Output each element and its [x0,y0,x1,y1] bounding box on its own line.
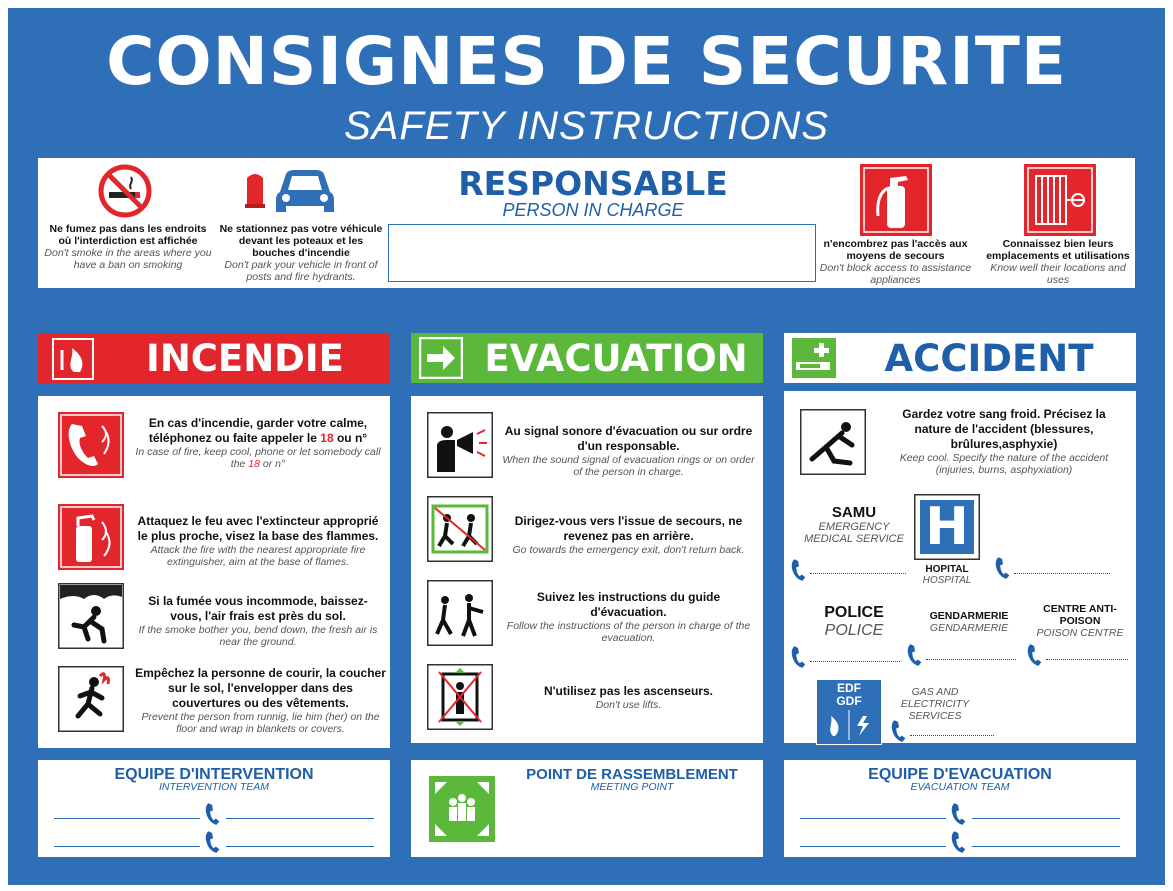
incendie-step-4-en: Prevent the person from runnig, lie him (her) on the floor and wrap in blankets or covers. [141,711,380,735]
edf-phone-icon [890,719,908,743]
samu-label: SAMU [831,504,877,521]
evacuation-team-title: EQUIPE D'EVACUATION [868,766,1052,783]
evacuation-step-4-fr: N'utilisez pas les ascenseurs. [544,684,713,698]
intervention-line-2a[interactable] [54,846,200,847]
car-icon [274,166,336,218]
gendarmerie-label: GENDARMERIE [929,610,1009,622]
assembly-point-icon [429,776,495,842]
police-number-field[interactable] [810,661,900,662]
fire-extinguisher-step-icon [58,504,124,570]
fire-icon [52,338,94,380]
meeting-point-title: POINT DE RASSEMBLEMENT [526,766,738,783]
top-strip [38,158,1135,288]
hose-en: Know well their locations and uses [990,262,1126,286]
no-smoking-fr: Ne fumez pas dans les endroits où l'interdiction est affichée [49,223,207,247]
hospital-fr: HOPITAL [925,564,969,575]
evac-team-line-2b[interactable] [972,846,1120,847]
incendie-panel [38,396,390,748]
extinguisher-en: Don't block access to assistance appliances [819,262,972,286]
incendie-step-4-fr: Empêchez la personne de courir, la coucher sur le sol, l'envelopper dans des couvertures ou des vêtements. [135,666,386,710]
extinguisher-fr: n'encombrez pas l'accès aux moyens de secours [823,238,968,262]
incendie-step-2-en: Attack the fire with the nearest appropriate fire extinguisher, aim at the base of flames. [150,544,366,568]
evac-team-phone-icon-2 [950,830,968,854]
incendie-step-1-en: In case of fire, keep cool, phone or let somebody call the 18 or n° [135,446,381,470]
exit-arrow-icon [419,337,463,379]
accident-intro-en: Keep cool. Specify the nature of the accident (injuries, burns, asphyxiation) [899,452,1109,476]
meeting-point-en: MEETING POINT [590,781,674,793]
evacuation-step-3-en: Follow the instructions of the person in charge of the evacuation. [506,620,751,644]
page-subtitle: SAFETY INSTRUCTIONS [344,104,829,148]
incendie-step-3-fr: Si la fumée vous incommode, baissez-vous, l'air frais est près du sol. [148,594,368,623]
no-smoking-icon [98,164,152,218]
edf-gdf-logo: EDF GDF [816,679,882,745]
evacuation-team-en: EVACUATION TEAM [910,781,1010,793]
samu-phone-icon [790,558,808,582]
evac-team-line-1a[interactable] [800,818,946,819]
hospital-letter: H [925,497,969,557]
fire-hose-reel-icon [1024,164,1096,236]
fallen-person-icon [800,409,866,475]
evacuation-title: EVACUATION [484,337,748,380]
antipoison-label: CENTRE ANTI-POISON [1043,603,1117,627]
samu-en: EMERGENCY MEDICAL SERVICE [804,521,904,545]
incendie-title: INCENDIE [146,337,344,380]
intervention-title: EQUIPE D'INTERVENTION [114,766,314,783]
alarm-megaphone-icon [427,412,493,478]
responsable-title: RESPONSABLE [458,164,728,203]
evacuation-team-box [784,760,1136,857]
meeting-point-box [411,760,763,857]
no-smoking-en: Don't smoke in the areas where you have a ban on smoking [44,247,212,271]
no-elevator-icon [427,664,493,730]
intervention-line-2b[interactable] [226,846,374,847]
responsable-subtitle: PERSON IN CHARGE [502,200,684,220]
accident-intro-fr: Gardez votre sang froid. Précisez la nature de l'accident (blessures, brûlures,asphyxie) [902,407,1106,451]
first-aid-stretcher-icon [792,338,836,378]
accident-header [784,333,1136,383]
hospital-phone-icon [994,556,1012,580]
fire-extinguisher-icon [860,164,932,236]
evacuation-panel [411,396,763,743]
evacuation-step-1-en: When the sound signal of evacuation rings or on order of the person in charge. [502,454,755,478]
evac-team-phone-icon-1 [950,802,968,826]
evacuation-header [411,333,763,383]
intervention-line-1a[interactable] [54,818,200,819]
evacuation-step-3-fr: Suivez les instructions du guide d'évacuation. [536,590,721,619]
samu-number-field[interactable] [810,573,906,574]
intervention-en: INTERVENTION TEAM [158,781,270,793]
intervention-phone-icon-1 [204,802,222,826]
antipoison-phone-icon [1026,643,1044,667]
evac-team-line-2a[interactable] [800,846,946,847]
safety-poster [8,8,1165,885]
accident-title: ACCIDENT [884,337,1094,380]
evacuation-step-2-en: Go towards the emergency exit, don't return back. [512,544,745,556]
gendarmerie-phone-icon [906,643,924,667]
police-label: POLICE [824,604,884,621]
hospital-number-field[interactable] [1014,573,1110,574]
intervention-line-1b[interactable] [226,818,374,819]
responsable-name-box[interactable] [388,224,816,282]
antipoison-en: POISON CENTRE [1036,627,1124,639]
accident-panel [784,391,1136,743]
incendie-header [38,333,390,383]
page-title: CONSIGNES DE SECURITE [106,23,1067,100]
gendarmerie-number-field[interactable] [926,659,1016,660]
emergency-exit-icon [427,496,493,562]
gendarmerie-en: GENDARMERIE [929,622,1009,634]
intervention-phone-icon-2 [204,830,222,854]
crouching-smoke-icon [58,583,124,649]
edf-gdf-en: GAS AND ELECTRICITY SERVICES [900,686,970,722]
hydrant-icon [242,170,268,210]
burning-person-icon [58,666,124,732]
police-phone-icon [790,645,808,669]
evacuation-guide-icon [427,580,493,646]
intervention-team-box [38,760,390,857]
evac-team-line-1b[interactable] [972,818,1120,819]
no-parking-en: Don't park your vehicle in front of posts and fire hydrants. [224,259,378,283]
edf-number-field[interactable] [910,735,994,736]
gas-electricity-icon [819,710,879,740]
police-en: POLICE [824,622,884,639]
incendie-step-2-fr: Attaquez le feu avec l'extincteur approprié le plus proche, visez la base des flammes. [137,514,379,543]
evacuation-step-2-fr: Dirigez-vous vers l'issue de secours, ne revenez pas en arrière. [514,514,743,543]
incendie-step-1-fr: En cas d'incendie, garder votre calme, téléphonez ou faite appeler le 18 ou n° [148,416,368,445]
no-parking-fr: Ne stationnez pas votre véhicule devant les poteaux et les bouches d'incendie [219,223,383,259]
evacuation-step-4-en: Don't use lifts. [595,699,662,711]
evacuation-step-1-fr: Au signal sonore d'évacuation ou sur ordre d'un responsable. [504,424,753,453]
antipoison-number-field[interactable] [1046,659,1128,660]
fire-phone-icon [58,412,124,478]
incendie-step-3-en: If the smoke bother you, bend down, the fresh air is near the ground. [138,624,378,648]
hospital-en: HOSPITAL [922,575,972,586]
hose-fr: Connaissez bien leurs emplacements et utilisations [986,238,1130,262]
